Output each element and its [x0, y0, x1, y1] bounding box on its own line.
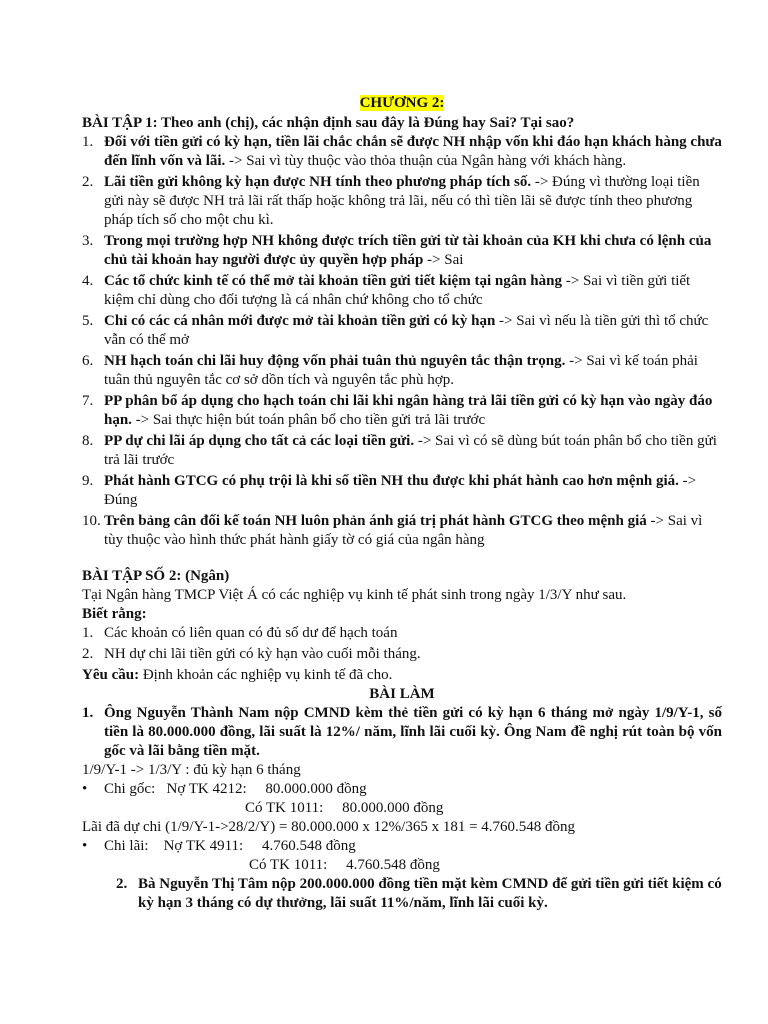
exercise1-list	[82, 133, 722, 550]
statement: Trong mọi trường hợp NH không được trích tiền gửi từ tài khoản của KH khi chưa có lệnh của chủ tài khoản hay người được ủy quyền hợp pháp	[104, 233, 712, 268]
list-item: 7. PP phân bổ áp dụng cho hạch toán chi lãi khi ngân hàng trả lãi tiền gửi có kỳ hạn vào ngày đáo hạn. -> Sai thực hiện bút toán phân bổ cho tiền gửi trả lãi trước	[82, 393, 713, 428]
section-gap	[82, 552, 722, 567]
answer: -> Sai vì có sẽ dùng bút toán phân bổ cho tiền gửi trả lãi trước	[104, 433, 717, 468]
answer: -> Sai vì tùy thuộc vào thỏa thuận của Ngân hàng với khách hàng.	[225, 153, 627, 169]
exercise2-heading: BÀI TẬP SỐ 2: (Ngân)	[82, 568, 230, 584]
bullet-icon: •	[82, 838, 88, 854]
interest-entry: • Chi lãi: Nợ TK 4911: 4.760.548 đồng	[82, 838, 356, 854]
list-item: 6. NH hạch toán chi lãi huy động vốn phải tuân thủ nguyên tắc thận trọng. -> Sai vì kế toán phải tuân thủ nguyên tắc cơ sở dồn tích và nguyên tắc phù hợp.	[82, 353, 698, 388]
accrued-line: Lãi đã dự chi (1/9/Y-1->28/2/Y) = 80.000.000 x 12%/365 x 181 = 4.760.548 đồng	[82, 819, 576, 835]
list-item: 8. PP dự chi lãi áp dụng cho tất cả các loại tiền gửi. -> Sai vì có sẽ dùng bút toán phân bổ cho tiền gửi trả lãi trước	[82, 433, 717, 468]
requirement-label: Yêu cầu:	[82, 667, 140, 683]
statement: Trên bảng cân đối kế toán NH luôn phản ánh giá trị phát hành GTCG theo mệnh giá	[104, 513, 647, 529]
statement: PP dự chi lãi áp dụng cho tất cả các loại tiền gửi.	[104, 433, 415, 449]
period-line: 1/9/Y-1 -> 1/3/Y : đủ kỳ hạn 6 tháng	[82, 762, 301, 778]
chapter-title: CHƯƠNG 2:	[359, 95, 445, 111]
answer: -> Sai thực hiện bút toán phân bổ cho tiền gửi trả lãi trước	[131, 412, 486, 428]
list-item: 4. Các tổ chức kinh tế có thể mở tài khoản tiền gửi tiết kiệm tại ngân hàng -> Sai vì tiền gửi tiết kiệm chỉ dùng cho đối tượng là cá nhân chứ không cho tổ chức	[82, 273, 691, 308]
solution-title: BÀI LÀM	[369, 686, 435, 702]
list-item: 9. Phát hành GTCG có phụ trội là khi số tiền NH thu được khi phát hành cao hơn mệnh giá. -> Đúng	[82, 473, 697, 508]
list-item: 10. Trên bảng cân đối kế toán NH luôn phản ánh giá trị phát hành GTCG theo mệnh giá -> Sai vì tùy thuộc vào hình thức phát hành giấy tờ có giá của ngân hàng	[82, 513, 703, 548]
requirement-text: Định khoản các nghiệp vụ kinh tế đã cho.	[139, 667, 393, 683]
answer: -> Sai vì kế toán phải tuân thủ nguyên tắc cơ sở dồn tích và nguyên tắc phù hợp.	[104, 353, 698, 388]
known-label: Biết rằng:	[82, 606, 147, 622]
answer: -> Đúng	[104, 473, 697, 508]
statement: Phát hành GTCG có phụ trội là khi số tiền NH thu được khi phát hành cao hơn mệnh giá.	[104, 473, 679, 489]
task-1: 1. Ông Nguyễn Thành Nam nộp CMND kèm thẻ tiền gửi có kỳ hạn 6 tháng mở ngày 1/9/Y-1, số tiền là 80.000.000 đồng, lãi suất là 12%/ năm, lĩnh lãi cuối kỳ. Ông Nam đề nghị rút toàn bộ vốn gốc và lãi bằng tiền mặt.	[82, 705, 722, 759]
list-item: 2. NH dự chi lãi tiền gửi có kỳ hạn vào cuối mỗi tháng.	[82, 646, 421, 662]
interest-credit: Có TK 1011: 4.760.548 đồng	[249, 857, 440, 873]
task-2: 2. Bà Nguyễn Thị Tâm nộp 200.000.000 đồng tiền mặt kèm CMND để gửi tiền gửi tiết kiệm có kỳ hạn 3 tháng có dự thưởng, lãi suất 11%/năm, lĩnh lãi cuối kỳ.	[116, 876, 722, 911]
list-item: 3. Trong mọi trường hợp NH không được trích tiền gửi từ tài khoản của KH khi chưa có lệnh của chủ tài khoản hay người được ủy quyền hợp pháp -> Sai	[82, 233, 712, 268]
list-item: 1. Các khoản có liên quan có đủ số dư để hạch toán	[82, 625, 398, 641]
statement: Đối với tiền gửi có kỳ hạn, tiền lãi chắc chắn sẽ được NH nhập vốn khi đáo hạn khách hàng chưa đến lĩnh vốn và lãi.	[104, 134, 722, 169]
list-item: 1. Đối với tiền gửi có kỳ hạn, tiền lãi chắc chắn sẽ được NH nhập vốn khi đáo hạn khách hàng chưa đến lĩnh vốn và lãi. -> Sai vì tùy thuộc vào thỏa thuận của Ngân hàng với khách hàng.	[82, 134, 722, 169]
list-item: 2. Lãi tiền gửi không kỳ hạn được NH tính theo phương pháp tích số. -> Đúng vì thường loại tiền gửi này sẽ được NH trả lãi rất thấp hoặc không trả lãi, nếu có thì tiền lãi sẽ được tính theo phương pháp tích số cho một chu kì.	[82, 174, 700, 228]
statement: Các tổ chức kinh tế có thể mở tài khoản tiền gửi tiết kiệm tại ngân hàng	[104, 273, 562, 289]
answer: -> Sai vì nếu là tiền gửi thì tổ chức vẫn có thể mở	[104, 313, 709, 348]
requirement	[82, 666, 722, 685]
answer: -> Sai vì tiền gửi tiết kiệm chỉ dùng cho đối tượng là cá nhân chứ không cho tổ chức	[104, 273, 691, 308]
bullet-icon: •	[82, 781, 88, 797]
document-content	[82, 94, 722, 913]
answer: -> Sai	[423, 252, 464, 268]
statement: Chỉ có các cá nhân mới được mở tài khoản tiền gửi có kỳ hạn	[104, 313, 496, 329]
exercise1-heading: BÀI TẬP 1: Theo anh (chị), các nhận định sau đây là Đúng hay Sai? Tại sao?	[82, 115, 575, 131]
list-item: 5. Chỉ có các cá nhân mới được mở tài khoản tiền gửi có kỳ hạn -> Sai vì nếu là tiền gửi thì tổ chức vẫn có thể mở	[82, 313, 709, 348]
answer: -> Sai vì tùy thuộc vào hình thức phát hành giấy tờ có giá của ngân hàng	[104, 513, 703, 548]
statement: NH hạch toán chi lãi huy động vốn phải tuân thủ nguyên tắc thận trọng.	[104, 353, 566, 369]
statement: Lãi tiền gửi không kỳ hạn được NH tính theo phương pháp tích số.	[104, 174, 532, 190]
exercise2-intro: Tại Ngân hàng TMCP Việt Á có các nghiệp vụ kinh tế phát sinh trong ngày 1/3/Y như sau.	[82, 587, 627, 603]
statement: PP phân bổ áp dụng cho hạch toán chi lãi khi ngân hàng trả lãi tiền gửi có kỳ hạn vào ngày đáo hạn.	[104, 393, 713, 428]
principal-entry: • Chi gốc: Nợ TK 4212: 80.000.000 đồng	[82, 781, 367, 797]
answer: -> Đúng vì thường loại tiền gửi này sẽ được NH trả lãi rất thấp hoặc không trả lãi, nếu có thì tiền lãi sẽ được tính theo phương pháp tích số cho một chu kì.	[104, 174, 700, 228]
principal-credit: Có TK 1011: 80.000.000 đồng	[245, 800, 444, 816]
